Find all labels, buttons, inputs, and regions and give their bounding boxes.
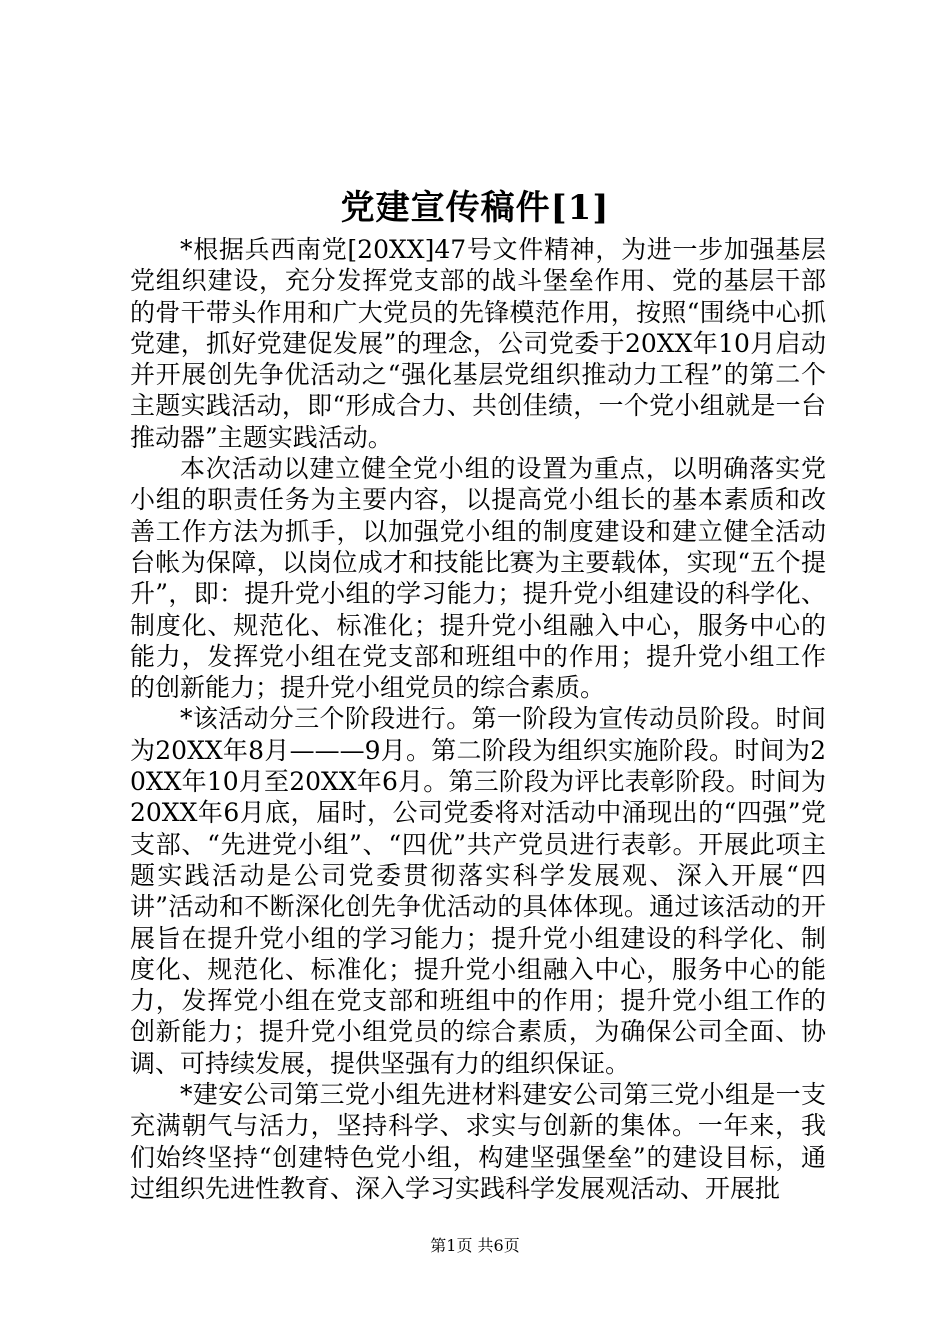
paragraph-2: 本次活动以建立健全党小组的设置为重点，以明确落实党小组的职责任务为主要内容，以提高党小组长的基本素质和改善工作方法为抓手，以加强党小组的制度建设和建立健全活动台帐为保障，以岗位成才和技能比赛为主要载体，实现“五个提升”，即：提升党小组的学习能力；提升党小组建设的科学化、制度化、规范化、标准化；提升党小组融入中心，服务中心的能力，发挥党小组在党支部和班组中的作用；提升党小组工作的创新能力；提升党小组党员的综合素质。 bbox=[130, 454, 826, 703]
paragraph-4: *建安公司第三党小组先进材料建安公司第三党小组是一支充满朝气与活力，坚持科学、求实与创新的集体。一年来，我们始终坚持“创建特色党小组，构建坚强堡垒”的建设目标，通过组织先进性教育、深入学习实践科学发展观活动、开展批 bbox=[130, 1080, 826, 1203]
page-number-footer: 第1页 共6页 bbox=[430, 1236, 520, 1255]
page-title: 党建宣传稿件[1] bbox=[340, 188, 610, 228]
paragraph-1: *根据兵西南党[20XX]47号文件精神，为进一步加强基层党组织建设，充分发挥党支部的战斗堡垒作用、党的基层干部的骨干带头作用和广大党员的先锋模范作用，按照“围绕中心抓党建，抓好党建促发展”的理念，公司党委于20XX年10月启动并开展创先争优活动之“强化基层党组织推动力工程”的第二个主题实践活动，即“形成合力、共创佳绩，一个党小组就是一台推动器”主题实践活动。 bbox=[130, 235, 826, 452]
document-body bbox=[130, 234, 826, 1204]
paragraph-3: *该活动分三个阶段进行。第一阶段为宣传动员阶段。时间为20XX年8月———9月。第二阶段为组织实施阶段。时间为20XX年10月至20XX年6月。第三阶段为评比表彰阶段。时间为20XX年6月底，届时，公司党委将对活动中涌现出的“四强”党支部、“先进党小组”、“四优”共产党员进行表彰。开展此项主题实践活动是公司党委贯彻落实科学发展观、深入开展“四讲”活动和不断深化创先争优活动的具体体现。通过该活动的开展旨在提升党小组的学习能力；提升党小组建设的科学化、制度化、规范化、标准化；提升党小组融入中心，服务中心的能力，发挥党小组在党支部和班组中的作用；提升党小组工作的创新能力；提升党小组党员的综合素质，为确保公司全面、协调、可持续发展，提供坚强有力的组织保证。 bbox=[130, 704, 826, 1078]
